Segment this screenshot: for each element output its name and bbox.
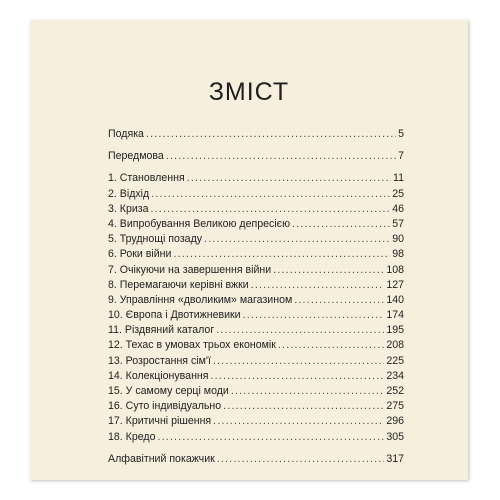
toc-entry xyxy=(108,293,404,308)
toc-entry xyxy=(108,263,404,278)
toc-entry-label: 7. Очікуючи на завершення війни xyxy=(108,263,272,276)
toc-entry-label: 17. Критичні рішення xyxy=(108,415,212,428)
dot-leader xyxy=(294,293,384,308)
toc-entry-label: 15. У самому серці моди xyxy=(108,385,229,397)
toc-entry xyxy=(108,247,404,262)
toc-entry xyxy=(108,384,404,399)
toc-entry xyxy=(108,202,404,217)
toc-entry xyxy=(108,278,404,293)
toc-entry-label: 4. Випробування Великою депресією xyxy=(108,217,291,230)
toc-entry xyxy=(108,187,404,202)
toc-entry-page: 140 xyxy=(386,293,404,306)
dot-leader xyxy=(166,149,396,164)
dot-leader xyxy=(173,247,390,262)
table-of-contents xyxy=(108,127,404,467)
dot-leader xyxy=(211,369,385,384)
toc-entry xyxy=(108,399,404,414)
toc-entry-label: 5. Труднощі позаду xyxy=(108,233,203,246)
toc-entry-label: 6. Роки війни xyxy=(108,248,172,261)
toc-entry-page: 305 xyxy=(386,430,404,443)
toc-entry-label: 10. Європа і Двотижневики xyxy=(108,309,241,322)
toc-entry-label: 9. Управління «дволиким» магазином xyxy=(108,293,293,306)
toc-entry-label: 12. Техас в умовах трьох економік xyxy=(108,339,276,352)
toc-entry-page: 174 xyxy=(386,309,404,322)
dot-leader xyxy=(273,263,384,278)
toc-entry-page: 98 xyxy=(392,248,404,261)
toc-entry-page: 108 xyxy=(386,263,404,276)
toc-entry xyxy=(108,323,404,338)
toc-entry-page: 275 xyxy=(386,400,404,413)
dot-leader xyxy=(157,430,384,445)
toc-entry-page: 296 xyxy=(386,415,404,428)
toc-entry xyxy=(108,430,404,445)
toc-entry xyxy=(108,452,404,467)
dot-leader xyxy=(223,399,384,414)
dot-leader xyxy=(213,414,384,429)
toc-entry-label: 1. Становлення xyxy=(108,172,185,185)
dot-leader xyxy=(217,452,385,467)
toc-entry-page: 252 xyxy=(386,385,404,397)
toc-entry-page: 25 xyxy=(392,187,404,200)
dot-leader xyxy=(216,323,384,338)
dot-leader xyxy=(278,338,384,353)
toc-entry xyxy=(108,127,404,142)
dot-leader xyxy=(213,354,384,369)
toc-entry xyxy=(108,414,404,429)
dot-leader xyxy=(251,278,385,293)
toc-entry-label: 14. Колекціонування xyxy=(108,369,209,382)
toc-entry-label: 2. Відхід xyxy=(108,187,150,200)
dot-leader xyxy=(292,217,390,232)
toc-entry-page: 195 xyxy=(386,324,404,337)
toc-entry xyxy=(108,338,404,353)
toc-entry-label: Подяка xyxy=(108,128,144,140)
toc-entry-page: 90 xyxy=(392,233,404,246)
toc-entry-label: Алфавітний покажчик xyxy=(108,452,215,465)
toc-entry-page: 317 xyxy=(386,452,404,465)
toc-entry xyxy=(108,217,404,232)
toc-entry-label: 16. Суто індивідуально xyxy=(108,400,222,413)
toc-entry-page: 127 xyxy=(386,278,404,291)
page-title: ЗМІСТ xyxy=(208,78,290,106)
toc-entry-label: 18. Кредо xyxy=(108,430,156,443)
dot-leader xyxy=(204,232,390,247)
toc-entry xyxy=(108,354,404,369)
toc-entry-label: Передмова xyxy=(108,150,164,163)
toc-entry-page: 5 xyxy=(398,128,404,140)
toc-entry-page: 57 xyxy=(392,217,404,230)
toc-entry-page: 234 xyxy=(386,369,404,382)
dot-leader xyxy=(231,384,384,399)
dot-leader xyxy=(187,171,391,186)
toc-entry-label: 8. Перемагаючи керівні вжки xyxy=(108,278,249,291)
toc-entry xyxy=(108,308,404,323)
toc-entry-label: 13. Розростання сім'ї xyxy=(108,354,211,367)
dot-leader xyxy=(151,202,391,217)
toc-entry-page: 225 xyxy=(386,354,404,367)
dot-leader xyxy=(151,187,390,202)
toc-entry xyxy=(108,171,404,186)
toc-entry-page: 7 xyxy=(398,150,404,163)
toc-entry xyxy=(108,232,404,247)
toc-entry-label: 11. Різдвяний каталог xyxy=(108,324,215,337)
toc-entry xyxy=(108,149,404,164)
dot-leader xyxy=(146,127,396,142)
toc-entry xyxy=(108,369,404,384)
toc-entry-page: 46 xyxy=(392,202,404,215)
toc-entry-page: 11 xyxy=(393,172,404,185)
toc-entry-page: 208 xyxy=(386,339,404,352)
toc-entry-label: 3. Криза xyxy=(108,202,149,215)
book-page xyxy=(30,20,468,480)
dot-leader xyxy=(243,308,385,323)
